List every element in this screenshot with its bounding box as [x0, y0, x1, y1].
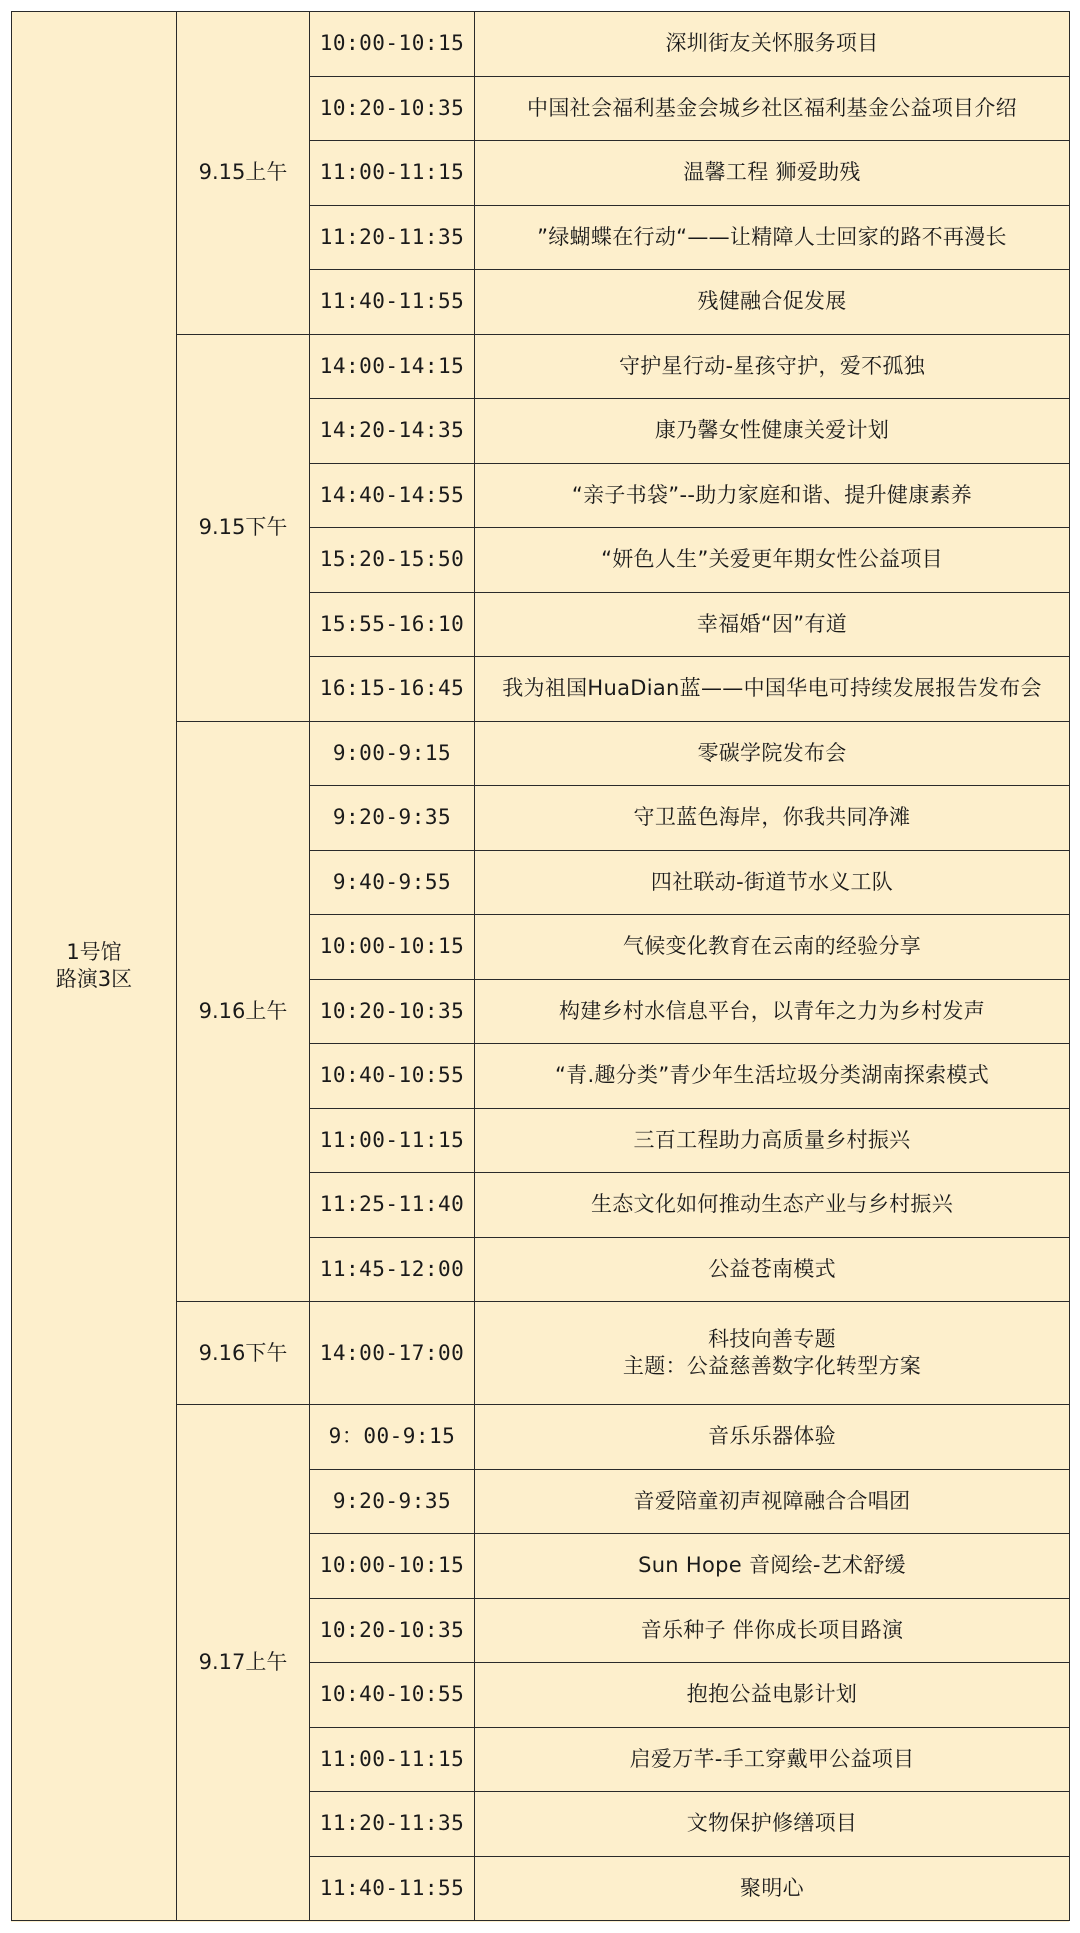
event-title-line: 生态文化如何推动生态产业与乡村振兴	[590, 1192, 954, 1217]
event-title-line: 中国社会福利基金会城乡社区福利基金公益项目介绍	[527, 95, 1017, 120]
time-slot: 14:00-17:00	[310, 1302, 475, 1405]
time-slot: 9：00-9:15	[310, 1405, 475, 1470]
event-title-line: “青.趣分类”青少年生活垃圾分类湖南探索模式	[554, 1063, 990, 1088]
event-title-line: 科技向善专题	[708, 1327, 836, 1351]
event-title	[475, 463, 1070, 528]
time-slot: 11:00-11:15	[310, 1108, 475, 1173]
venue-line1: 1号馆	[66, 940, 122, 964]
event-title	[475, 915, 1070, 980]
event-title-line: 幸福婚“因”有道	[696, 611, 848, 636]
time-slot: 11:25-11:40	[310, 1173, 475, 1238]
event-title	[475, 1856, 1070, 1921]
event-title	[475, 721, 1070, 786]
schedule-body	[12, 12, 1070, 1921]
schedule-frame	[11, 11, 1069, 1922]
event-title-line: 文物保护修缮项目	[686, 1811, 858, 1836]
time-slot: 11:00-11:15	[310, 141, 475, 206]
event-title-line: 音爱陪童初声视障融合合唱团	[633, 1488, 911, 1513]
event-title	[475, 850, 1070, 915]
time-slot: 10:20-10:35	[310, 979, 475, 1044]
time-slot: 10:00-10:15	[310, 915, 475, 980]
event-title-line: 音乐乐器体验	[708, 1424, 836, 1449]
event-title	[475, 1469, 1070, 1534]
event-title-line: 深圳街友关怀服务项目	[665, 31, 879, 56]
event-title	[475, 1405, 1070, 1470]
time-slot: 14:20-14:35	[310, 399, 475, 464]
time-slot: 9:20-9:35	[310, 1469, 475, 1534]
time-slot: 10:40-10:55	[310, 1044, 475, 1109]
event-title-line: 音乐种子 伴你成长项目路演	[640, 1617, 904, 1642]
time-slot: 10:00-10:15	[310, 12, 475, 77]
event-title	[475, 592, 1070, 657]
time-slot: 10:40-10:55	[310, 1663, 475, 1728]
time-slot: 15:20-15:50	[310, 528, 475, 593]
event-title	[475, 657, 1070, 722]
event-title-line: 主题：公益慈善数字化转型方案	[622, 1354, 922, 1378]
event-title	[475, 1173, 1070, 1238]
schedule-row	[12, 12, 1070, 77]
event-title	[475, 1237, 1070, 1302]
event-title	[475, 1302, 1070, 1405]
event-title-line: 温馨工程 狮爱助残	[683, 160, 861, 185]
event-title-line: 构建乡村水信息平台，以青年之力为乡村发声	[559, 998, 985, 1023]
event-title-line: 三百工程助力高质量乡村振兴	[633, 1127, 911, 1152]
event-title	[475, 1792, 1070, 1857]
venue-line2: 路演3区	[55, 967, 133, 991]
event-title-line: 守护星行动-星孩守护，爱不孤独	[618, 353, 926, 378]
event-title	[475, 141, 1070, 206]
time-slot: 11:20-11:35	[310, 205, 475, 270]
time-slot: 11:45-12:00	[310, 1237, 475, 1302]
event-title	[475, 334, 1070, 399]
event-title	[475, 1044, 1070, 1109]
event-title-line: ”绿蝴蝶在行动“——让精障人士回家的路不再漫长	[537, 224, 1007, 249]
event-title-line: Sun Hope 音阅绘-艺术舒缓	[638, 1553, 906, 1578]
event-title-line: 残健融合促发展	[697, 289, 847, 314]
event-title-line: “妍色人生”关爱更年期女性公益项目	[601, 547, 943, 572]
time-slot: 11:40-11:55	[310, 270, 475, 335]
time-slot: 9:40-9:55	[310, 850, 475, 915]
time-slot: 9:20-9:35	[310, 786, 475, 851]
event-title	[475, 76, 1070, 141]
event-title-line: 启爱万芊-手工穿戴甲公益项目	[629, 1746, 915, 1771]
event-title	[475, 12, 1070, 77]
time-slot: 15:55-16:10	[310, 592, 475, 657]
event-title-line: 零碳学院发布会	[697, 740, 847, 765]
event-title-line: 公益苍南模式	[708, 1256, 836, 1281]
event-title-line: 气候变化教育在云南的经验分享	[622, 934, 922, 959]
event-title-line: 四社联动-街道节水义工队	[650, 869, 894, 894]
event-title-line: 聚明心	[740, 1875, 804, 1900]
time-slot: 14:40-14:55	[310, 463, 475, 528]
event-title	[475, 786, 1070, 851]
event-title	[475, 1598, 1070, 1663]
time-slot: 10:20-10:35	[310, 76, 475, 141]
time-slot: 11:40-11:55	[310, 1856, 475, 1921]
event-title	[475, 270, 1070, 335]
venue-cell	[12, 12, 177, 1921]
time-slot: 16:15-16:45	[310, 657, 475, 722]
event-title-line: 康乃馨女性健康关爱计划	[654, 418, 890, 443]
time-slot: 11:20-11:35	[310, 1792, 475, 1857]
event-title	[475, 979, 1070, 1044]
time-slot: 10:00-10:15	[310, 1534, 475, 1599]
event-title	[475, 205, 1070, 270]
event-title-line: 我为祖国HuaDian蓝——中国华电可持续发展报告发布会	[502, 676, 1042, 701]
event-title-line: 抱抱公益电影计划	[686, 1682, 858, 1707]
time-slot: 10:20-10:35	[310, 1598, 475, 1663]
event-title	[475, 1108, 1070, 1173]
event-title	[475, 528, 1070, 593]
session-label: 9.17上午	[177, 1405, 310, 1921]
session-label: 9.15下午	[177, 334, 310, 721]
session-label: 9.16下午	[177, 1302, 310, 1405]
event-title-line: 守卫蓝色海岸，你我共同净滩	[633, 805, 911, 830]
event-title	[475, 1663, 1070, 1728]
schedule-table	[11, 11, 1070, 1921]
event-title-line: “亲子书袋”--助力家庭和谐、提升健康素养	[571, 482, 973, 507]
event-title	[475, 1727, 1070, 1792]
time-slot: 9:00-9:15	[310, 721, 475, 786]
session-label: 9.15上午	[177, 12, 310, 335]
time-slot: 14:00-14:15	[310, 334, 475, 399]
session-label: 9.16上午	[177, 721, 310, 1302]
event-title	[475, 1534, 1070, 1599]
time-slot: 11:00-11:15	[310, 1727, 475, 1792]
event-title	[475, 399, 1070, 464]
